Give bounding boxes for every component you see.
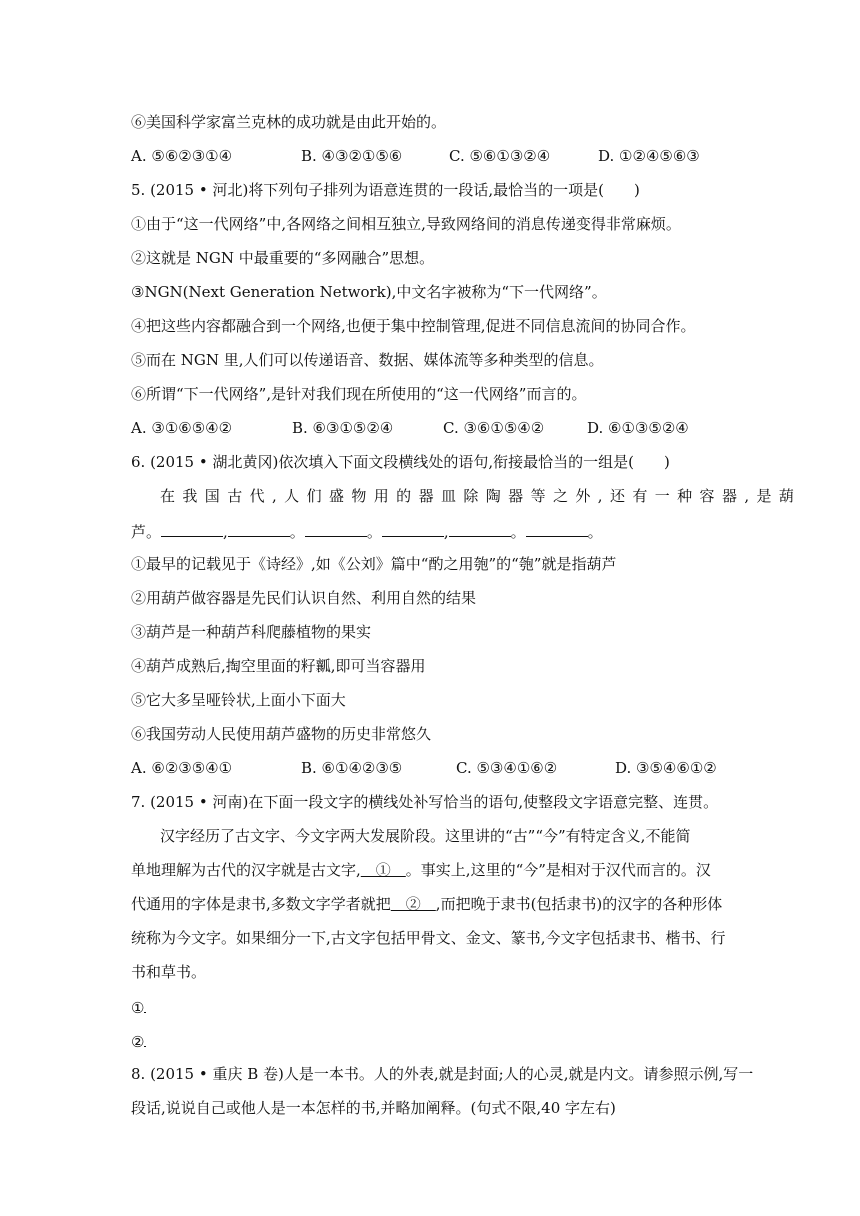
- q6-paragraph-line-1: 在我国古代,人们盛物用的器皿除陶器等之外,还有一种容器,是葫: [160, 487, 802, 505]
- q7-blank-1: ①: [360, 861, 406, 879]
- q8-stem-line-1: 8. (2015 • 重庆 B 卷)人是一本书。人的外表,就是封面;人的心灵,就是内文。请参照示例,写一: [131, 1065, 754, 1083]
- q7-paragraph-line-4: 统称为今文字。如果细分一下,古文字包括甲骨文、金文、篆书,今文字包括隶书、楷书、行: [131, 929, 726, 947]
- q6-separator: 。: [289, 523, 305, 541]
- q7-answer-1-label: ①: [131, 999, 145, 1017]
- q6-separator: ,: [223, 523, 228, 541]
- q4-option-b: B. ④③②①⑤⑥: [301, 147, 403, 165]
- q5-option-d: D. ⑥①③⑤②④: [587, 419, 689, 437]
- q7-text: 单地理解为古代的汉字就是古文字,: [131, 861, 361, 879]
- q6-blank-3: [305, 520, 367, 537]
- q5-stem: 5. (2015 • 河北)将下列句子排列为语意连贯的一段话,最恰当的一项是( ): [131, 181, 640, 199]
- q6-item-5: ⑤它大多呈哑铃状,上面小下面大: [131, 691, 346, 709]
- q6-blank-5: [449, 520, 511, 537]
- q6-blank-2: [228, 520, 290, 537]
- q7-answer-2-line[interactable]: [131, 1030, 146, 1052]
- q6-separator: 。: [510, 523, 526, 541]
- q6-paragraph-text: 芦。: [131, 523, 162, 541]
- q6-stem: 6. (2015 • 湖北黄冈)依次填入下面文段横线处的语句,衔接最恰当的一组是( ): [131, 453, 670, 471]
- q6-option-c: C. ⑤③④①⑥②: [456, 759, 558, 777]
- q7-answer-2-blank[interactable]: [144, 1030, 146, 1047]
- q4-option-d: D. ①②④⑤⑥③: [598, 147, 700, 165]
- q5-option-b: B. ⑥③①⑤②④: [292, 419, 394, 437]
- q7-paragraph-line-1: 汉字经历了古文字、今文字两大发展阶段。这里讲的“古”“今”有特定含义,不能简: [160, 827, 691, 845]
- q7-paragraph-line-2: [131, 860, 711, 880]
- q7-answer-1-blank[interactable]: [144, 996, 146, 1013]
- q6-option-d: D. ③⑤④⑥①②: [615, 759, 717, 777]
- q5-option-a: A. ③①⑥⑤④②: [131, 419, 233, 437]
- q4-option-c: C. ⑤⑥①③②④: [449, 147, 551, 165]
- q6-separator: 。: [587, 523, 603, 541]
- q6-item-4: ④葫芦成熟后,掏空里面的籽瓤,即可当容器用: [131, 657, 426, 675]
- q6-option-b: B. ⑥①④②③⑤: [301, 759, 403, 777]
- q5-item-5: ⑤而在 NGN 里,人们可以传递语音、数据、媒体流等多种类型的信息。: [131, 351, 604, 369]
- q6-item-3: ③葫芦是一种葫芦科爬藤植物的果实: [131, 623, 372, 641]
- q5-item-3: ③NGN(Next Generation Network),中文名字被称为“下一代网络”。: [131, 283, 607, 301]
- q7-answer-2-label: ②: [131, 1033, 145, 1051]
- q7-stem: 7. (2015 • 河南)在下面一段文字的横线处补写恰当的语句,使整段文字语意完整、连贯。: [131, 793, 719, 811]
- q5-item-1: ①由于“这一代网络”中,各网络之间相互独立,导致网络间的消息传递变得非常麻烦。: [131, 215, 681, 233]
- q6-separator: 。: [366, 523, 382, 541]
- q5-item-2: ②这就是 NGN 中最重要的“多网融合”思想。: [131, 249, 435, 267]
- q6-option-a: A. ⑥②③⑤④①: [131, 759, 233, 777]
- q6-paragraph-line-2: [131, 520, 603, 542]
- q6-blank-4: [382, 520, 444, 537]
- q6-blank-6: [526, 520, 588, 537]
- q6-item-6: ⑥我国劳动人民使用葫芦盛物的历史非常悠久: [131, 725, 432, 743]
- q7-text: 代通用的字体是隶书,多数文字学者就把: [131, 895, 391, 913]
- q6-separator: ,: [443, 523, 449, 541]
- q5-item-6: ⑥所谓“下一代网络”,是针对我们现在所使用的“这一代网络”而言的。: [131, 385, 587, 403]
- q4-option-a: A. ⑤⑥②③①④: [131, 147, 233, 165]
- q5-option-c: C. ③⑥①⑤④②: [443, 419, 545, 437]
- q7-text: 。事实上,这里的“今”是相对于汉代而言的。汉: [405, 861, 711, 879]
- q4-item-6: ⑥美国科学家富兰克林的成功就是由此开始的。: [131, 113, 447, 131]
- q7-paragraph-line-5: 书和草书。: [131, 963, 207, 981]
- q6-item-2: ②用葫芦做容器是先民们认识自然、利用自然的结果: [131, 589, 477, 607]
- q8-stem-line-2: 段话,说说自己或他人是一本怎样的书,并略加阐释。(句式不限,40 字左右): [131, 1099, 616, 1117]
- q6-item-1: ①最早的记载见于《诗经》,如《公刘》篇中“酌之用匏”的“匏”就是指葫芦: [131, 555, 617, 573]
- q6-blank-1: [161, 520, 223, 537]
- q7-answer-1-line[interactable]: [131, 996, 146, 1018]
- q7-blank-2: ②: [390, 895, 436, 913]
- q5-item-4: ④把这些内容都融合到一个网络,也便于集中控制管理,促进不同信息流间的协同合作。: [131, 317, 696, 335]
- q7-paragraph-line-3: [131, 894, 722, 914]
- q7-text: ,而把晚于隶书(包括隶书)的汉字的各种形体: [435, 895, 723, 913]
